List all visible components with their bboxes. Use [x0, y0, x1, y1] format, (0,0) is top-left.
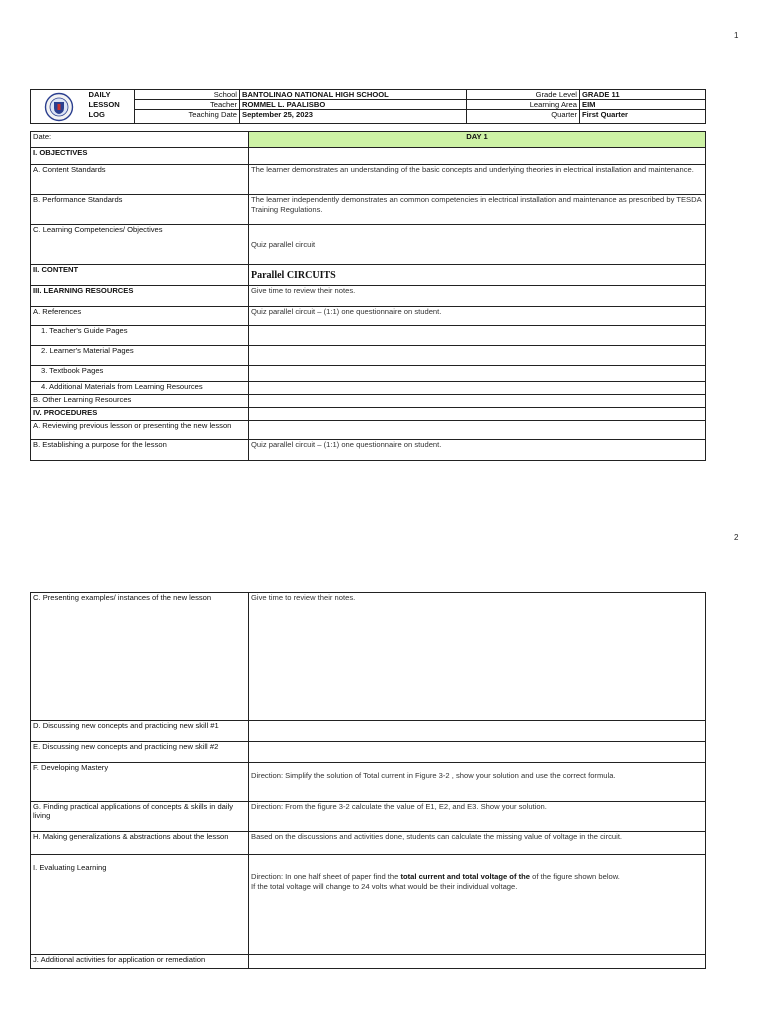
textbook-value [249, 366, 706, 382]
objectives-heading: I. OBJECTIVES [31, 148, 249, 165]
discussing-skill-1-label: D. Discussing new concepts and practicing new skill #1 [31, 721, 249, 742]
day-header: DAY 1 [249, 132, 706, 148]
procedures-value [249, 408, 706, 421]
page-number-1: 1 [734, 31, 739, 40]
performance-standards-text: The learner independently demonstrates an common competencies in electrical installation and maintenance as prescribed by TESDA Training Regulations. [249, 195, 706, 225]
learning-area-value: EIM [580, 100, 706, 110]
evaluating-learning-text [249, 855, 706, 955]
grade-level-value: GRADE 11 [580, 90, 706, 100]
presenting-text: Give time to review their notes. [249, 593, 706, 721]
grade-level-label: Grade Level [467, 90, 580, 100]
content-topic: Parallel CIRCUITS [251, 269, 336, 281]
competencies-label: C. Learning Competencies/ Objectives [31, 225, 249, 265]
daily-lesson-log-title: DAILY LESSON LOG [87, 90, 135, 124]
content-heading: II. CONTENT [31, 265, 249, 286]
evaluating-text-end: of the figure shown below. [529, 872, 620, 881]
school-label: School [135, 90, 240, 100]
competencies-text: Quiz parallel circuit [249, 225, 706, 265]
deped-seal-icon [42, 92, 76, 122]
teacher-value: ROMMEL L. PAALISBO [240, 100, 467, 110]
references-label: A. References [31, 307, 249, 326]
performance-standards-label: B. Performance Standards [31, 195, 249, 225]
developing-mastery-text: Direction: Simplify the solution of Total current in Figure 3-2 , show your solution and use the correct formula. [249, 763, 706, 802]
other-resources-value [249, 395, 706, 408]
content-standards-label: A. Content Standards [31, 165, 249, 195]
learning-resources-heading: III. LEARNING RESOURCES [31, 286, 249, 307]
header-table [30, 89, 706, 124]
references-text: Quiz parallel circuit – (1:1) one questionnaire on student. [249, 307, 706, 326]
teacher-label: Teacher [135, 100, 240, 110]
purpose-text: Quiz parallel circuit – (1:1) one questionnaire on student. [249, 440, 706, 461]
reviewing-label: A. Reviewing previous lesson or presenting the new lesson [31, 421, 249, 440]
teaching-date-value: September 25, 2023 [240, 110, 467, 124]
additional-materials-label: 4. Additional Materials from Learning Resources [31, 382, 249, 395]
school-value: BANTOLINAO NATIONAL HIGH SCHOOL [240, 90, 467, 100]
learners-material-label: 2. Learner's Material Pages [31, 346, 249, 366]
practical-applications-text: Direction: From the figure 3-2 calculate the value of E1, E2, and E3. Show your solution. [249, 802, 706, 832]
objectives-value [249, 148, 706, 165]
other-resources-label: B. Other Learning Resources [31, 395, 249, 408]
evaluating-text-second-line: If the total voltage will change to 24 volts what would be their individual voltage. [251, 881, 518, 891]
quarter-label: Quarter [467, 110, 580, 124]
developing-mastery-label: F. Developing Mastery [31, 763, 249, 802]
learning-area-label: Learning Area [467, 100, 580, 110]
generalizations-label: H. Making generalizations & abstractions about the lesson [31, 832, 249, 855]
generalizations-text: Based on the discussions and activities done, students can calculate the missing value of voltage in the circuit. [249, 832, 706, 855]
teaching-date-label: Teaching Date [135, 110, 240, 124]
discussing-skill-2-label: E. Discussing new concepts and practicing new skill #2 [31, 742, 249, 763]
date-label: Date: [31, 132, 249, 148]
learning-resources-text: Give time to review their notes. [249, 286, 706, 307]
quarter-value: First Quarter [580, 110, 706, 124]
evaluating-learning-label: I. Evaluating Learning [31, 855, 249, 955]
content-standards-text: The learner demonstrates an understanding of the basic concepts and underlying theories in electrical installation and maintenance. [249, 165, 706, 195]
textbook-label: 3. Textbook Pages [31, 366, 249, 382]
content-text [249, 265, 706, 286]
additional-activities-value [249, 955, 706, 969]
additional-materials-value [249, 382, 706, 395]
evaluating-text-start: Direction: In one half sheet of paper find the [251, 872, 401, 881]
deped-seal [31, 90, 87, 124]
teachers-guide-label: 1. Teacher's Guide Pages [31, 326, 249, 346]
teachers-guide-value [249, 326, 706, 346]
page-number-2: 2 [734, 533, 739, 542]
lesson-log-table-page1 [30, 131, 706, 461]
presenting-label: C. Presenting examples/ instances of the new lesson [31, 593, 249, 721]
learners-material-value [249, 346, 706, 366]
discussing-skill-1-value [249, 721, 706, 742]
lesson-log-table-page2 [30, 592, 706, 969]
reviewing-value [249, 421, 706, 440]
purpose-label: B. Establishing a purpose for the lesson [31, 440, 249, 461]
practical-applications-label: G. Finding practical applications of concepts & skills in daily living [31, 802, 249, 832]
evaluating-text-bold: total current and total voltage of the [400, 872, 530, 881]
discussing-skill-2-value [249, 742, 706, 763]
additional-activities-label: J. Additional activities for application or remediation [31, 955, 249, 969]
procedures-heading: IV. PROCEDURES [31, 408, 249, 421]
